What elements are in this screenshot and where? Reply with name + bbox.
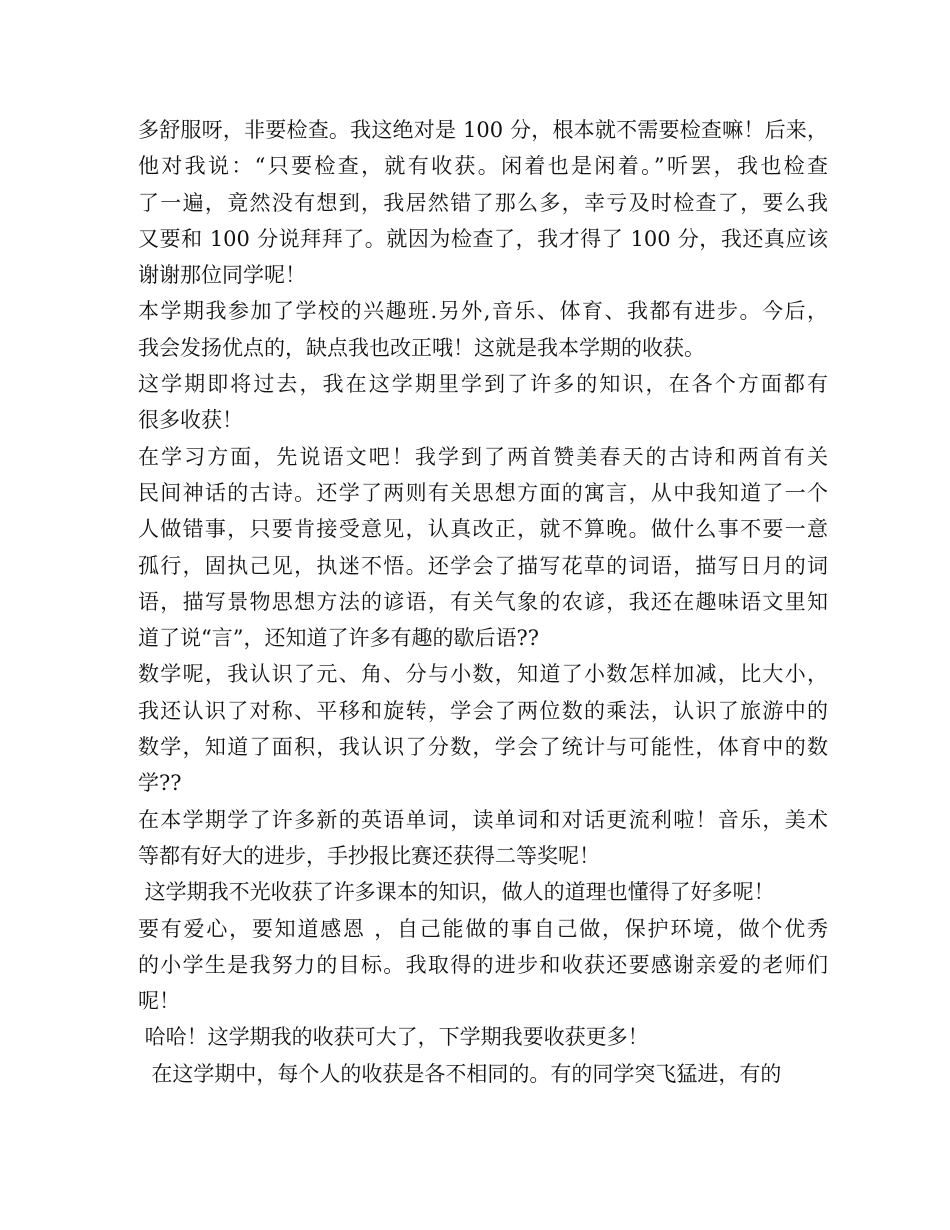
text-line: 哈哈！这学期我的收获可大了，下学期我要收获更多！ xyxy=(138,1025,649,1050)
text-line: 谢谢那位同学呢！ xyxy=(138,263,306,288)
text-line: 学?? xyxy=(138,771,182,796)
text-line: 这学期我不光收获了许多课本的知识，做人的道理也懂得了好多呢！ xyxy=(138,880,775,905)
text-line: 数学呢，我认识了元、角、分与小数，知道了小数怎样加减，比大小， xyxy=(138,662,828,687)
text-line: 我还认识了对称、平移和旋转，学会了两位数的乘法，认识了旅游中的 xyxy=(138,698,828,723)
text-line: 民间神话的古诗。还学了两则有关思想方面的寓言，从中我知道了一个 xyxy=(138,480,828,505)
text-line: 在学习方面，先说语文吧！我学到了两首赞美春天的古诗和两首有关 xyxy=(138,444,828,469)
text-line: 的小学生是我努力的目标。我取得的进步和收获还要感谢亲爱的老师们 xyxy=(138,952,828,977)
text-line: 他对我说：“只要检查，就有收获。闲着也是闲着。”听罢，我也检查 xyxy=(138,154,828,179)
text-line: 语，描写景物思想方法的谚语，有关气象的农谚，我还在趣味语文里知 xyxy=(138,589,828,614)
text-line: 呢！ xyxy=(138,989,180,1014)
text-line: 这学期即将过去，我在这学期里学到了许多的知识，在各个方面都有 xyxy=(138,372,828,397)
text-line: 道了说“言”，还知道了许多有趣的歇后语?? xyxy=(138,626,539,651)
text-line: 数学，知道了面积，我认识了分数，学会了统计与可能性，体育中的数 xyxy=(138,735,828,760)
text-line: 人做错事，只要肯接受意见，认真改正，就不算晚。做什么事不要一意 xyxy=(138,517,828,542)
text-line: 本学期我参加了学校的兴趣班.另外,音乐、体育、我都有进步。今后， xyxy=(138,299,828,324)
document-body xyxy=(138,112,828,1092)
text-line: 很多收获！ xyxy=(138,408,243,433)
text-line: 在本学期学了许多新的英语单词，读单词和对话更流利啦！音乐，美术 xyxy=(138,807,828,832)
text-line: 孤行，固执己见，执迷不悟。还学会了描写花草的词语，描写日月的词 xyxy=(138,553,828,578)
text-line: 我会发扬优点的，缺点我也改正哦！这就是我本学期的收获。 xyxy=(138,335,705,360)
text-line: 了一遍，竟然没有想到，我居然错了那么多，幸亏及时检查了，要么我 xyxy=(138,190,828,215)
text-line: 在这学期中，每个人的收获是各不相同的。有的同学突飞猛进，有的 xyxy=(138,1061,782,1086)
text-line: 又要和 100 分说拜拜了。就因为检查了，我才得了 100 分，我还真应该 xyxy=(138,226,828,251)
text-line: 多舒服呀，非要检查。我这绝对是 100 分，根本就不需要检查嘛！后来， xyxy=(138,118,828,142)
text-line: 要有爱心，要知道感恩 ，自己能做的事自己做，保护环境，做个优秀 xyxy=(138,916,828,941)
text-line: 等都有好大的进步，手抄报比赛还获得二等奖呢！ xyxy=(138,843,600,868)
